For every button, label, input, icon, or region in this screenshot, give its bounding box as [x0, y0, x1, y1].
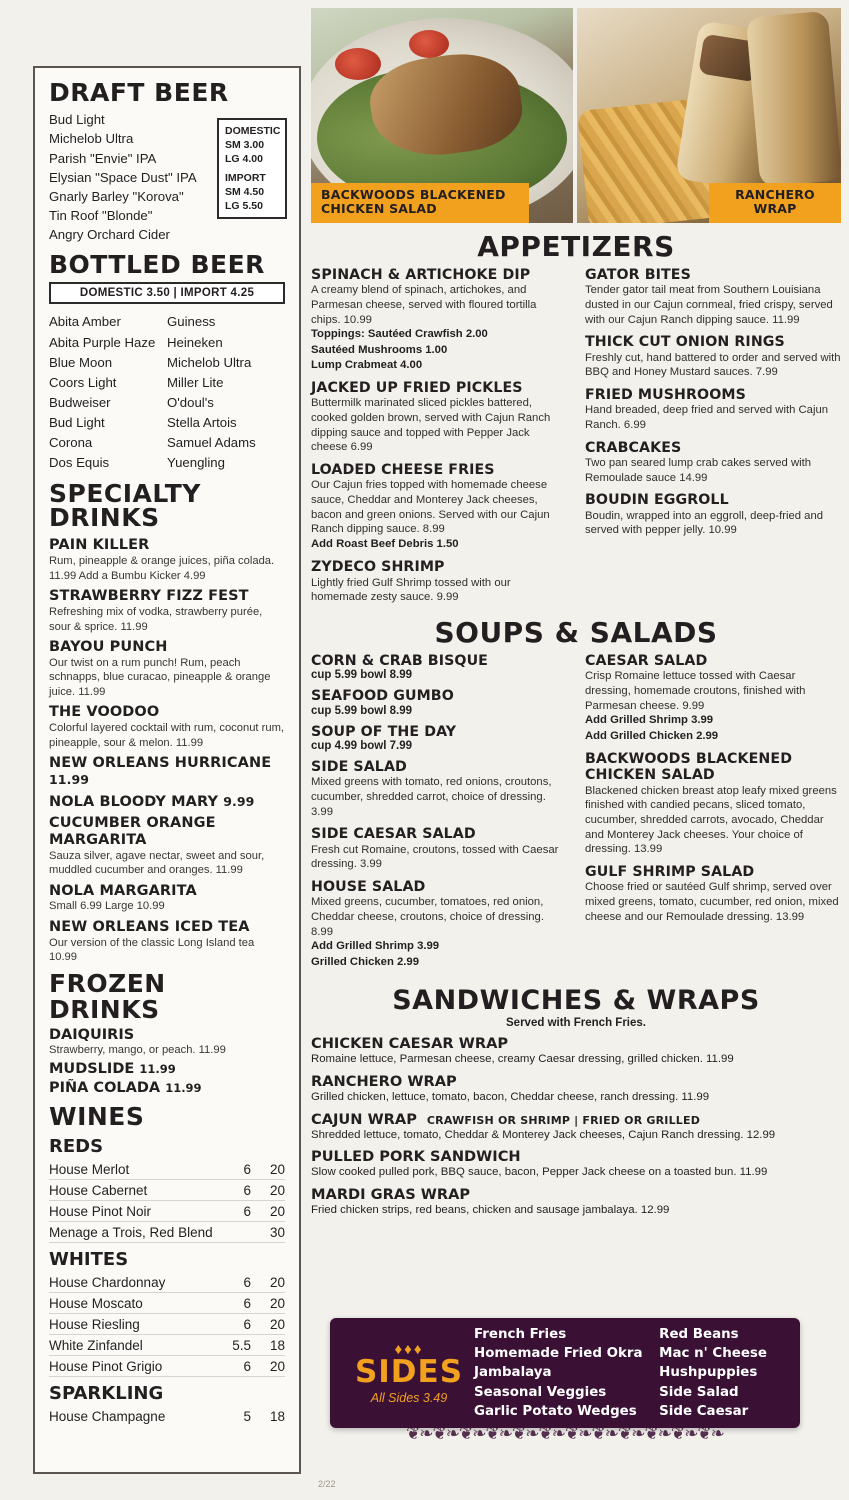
domestic-label: DOMESTIC: [225, 125, 281, 137]
table-row: [49, 1222, 285, 1243]
list-item: Bud Light: [49, 112, 105, 128]
list-item: [49, 794, 285, 811]
list-item: [49, 815, 285, 877]
list-item: Bud Light: [49, 414, 105, 430]
list-item: [311, 826, 567, 872]
draft-beer-price-box: [217, 118, 287, 219]
item-description: Strawberry, mango, or peach. 11.99: [49, 1044, 226, 1057]
list-item: Dos Equis: [49, 454, 110, 470]
item-description: Sauza silver, agave nectar, sweet and sour, muddled cucumber and oranges. 11.99: [49, 849, 265, 877]
item-description: Buttermilk marinated sliced pickles battered, cooked golden brown, served with Cajun Ranch dipping sauce and topped with Pepper Jack cheese 6.99: [311, 397, 551, 454]
wine-bottle-price: 18: [269, 1409, 285, 1425]
list-item: Tin Roof "Blonde": [49, 207, 153, 223]
list-item: Budweiser: [49, 394, 111, 410]
item-description: Fried chicken strips, red beans, chicken and sausage jambalaya. 12.99: [311, 1204, 670, 1217]
import-small-price: SM 4.50: [225, 185, 265, 198]
list-item: [49, 1080, 285, 1096]
table-row: [49, 1293, 285, 1314]
soups-salads-title: SOUPS & SALADS: [434, 616, 718, 650]
item-name: SOUP OF THE DAY: [311, 723, 457, 740]
item-name: PIÑA COLADA 11.99: [49, 1079, 202, 1096]
list-item: [49, 919, 285, 965]
list-item: Seasonal Veggies: [474, 1384, 607, 1400]
list-item: [49, 639, 285, 699]
wine-bottle-price: 20: [269, 1359, 285, 1375]
wines-sparkling-label: SPARKLING: [49, 1383, 164, 1405]
list-item: Gnarly Barley "Korova": [49, 188, 184, 204]
wine-glass-price: 6: [243, 1317, 251, 1333]
item-name: DAIQUIRIS: [49, 1027, 135, 1044]
item-description: Refreshing mix of vodka, strawberry purée, sour & sprice. 11.99: [49, 605, 263, 633]
domestic-large-price: LG 4.00: [225, 153, 263, 166]
item-name: CAESAR SALAD: [585, 653, 708, 670]
list-item: Yuengling: [167, 454, 225, 470]
soups-salads-col-2: [585, 653, 841, 977]
sandwiches-list: [311, 1035, 841, 1218]
scroll-ornament: ❦❧❦❧❦❧❦❧❦❧❦❧❦❧❦❧❦❧❦❧❦❧❦❧: [406, 1424, 724, 1443]
item-name: SEAFOOD GUMBO: [311, 688, 454, 705]
import-large-price: LG 5.50: [225, 199, 263, 212]
sides-col-1: [474, 1325, 649, 1420]
item-name: SIDE SALAD: [311, 759, 407, 776]
table-row: [49, 1180, 285, 1201]
soups-salads-section: [311, 653, 841, 977]
list-item: [311, 724, 567, 752]
wines-reds-label: REDS: [49, 1136, 104, 1158]
wine-name: White Zinfandel: [49, 1338, 143, 1354]
item-name: CRABCAKES: [585, 439, 682, 456]
item-description: Freshly cut, hand battered to order and served with BBQ and Honey Mustard sauces. 7.99: [585, 351, 841, 379]
item-option: Lump Crabmeat 4.00: [311, 358, 423, 371]
list-item: Angry Orchard Cider: [49, 227, 170, 243]
sides-lists: [474, 1325, 786, 1420]
wine-glass-price: 5: [243, 1409, 251, 1425]
item-name: FRIED MUSHROOMS: [585, 387, 746, 404]
item-price: 11.99: [139, 1061, 176, 1076]
list-item: Michelob Ultra: [49, 131, 134, 147]
photo-backwoods-chicken-salad: [311, 8, 573, 223]
item-name: LOADED CHEESE FRIES: [311, 462, 495, 479]
item-description: Mixed greens, cucumber, tomatoes, red onion, Cheddar cheese, croutons, choice of dressing. 8.99: [311, 896, 544, 938]
list-item: [49, 1061, 285, 1077]
fleur-de-lis-icon: ♦♦♦: [394, 1340, 424, 1358]
list-item: Hushpuppies: [659, 1365, 758, 1381]
item-name: NEW ORLEANS ICED TEA: [49, 918, 250, 935]
list-item: Heineken: [167, 334, 223, 350]
list-item: [585, 387, 841, 433]
item-description: Crisp Romaine lettuce tossed with Caesar dressing, homemade croutons, finished with Parmesan cheese. 9.99: [585, 670, 806, 712]
list-item: [585, 440, 841, 486]
item-description: Romaine lettuce, Parmesan cheese, creamy Caesar dressing, grilled chicken. 11.99: [311, 1052, 734, 1065]
item-option: Add Grilled Shrimp 3.99: [311, 940, 440, 953]
item-description: Fresh cut Romaine, croutons, tossed with Caesar dressing. 3.99: [311, 843, 559, 871]
list-item: [49, 704, 285, 750]
list-item: Corona: [49, 434, 93, 450]
table-row: [49, 1159, 285, 1180]
wine-bottle-price: 20: [269, 1183, 285, 1199]
drinks-column: [33, 66, 301, 1474]
item-name: GATOR BITES: [585, 267, 691, 283]
list-item: Abita Amber: [49, 314, 121, 330]
list-item: [585, 334, 841, 380]
bottled-beer-col-1: [49, 312, 167, 473]
frozen-drinks-list: [49, 1027, 285, 1096]
list-item: Parish "Envie" IPA: [49, 150, 157, 166]
item-name: RANCHERO WRAP: [311, 1072, 457, 1090]
list-item: [311, 380, 567, 455]
wine-name: House Merlot: [49, 1162, 130, 1178]
table-row: [49, 1314, 285, 1335]
list-item: [49, 755, 285, 788]
list-item: Side Caesar: [659, 1403, 749, 1419]
food-column: [311, 226, 841, 1224]
wine-name: House Pinot Grigio: [49, 1359, 163, 1375]
list-item: Elysian "Space Dust" IPA: [49, 169, 197, 185]
list-item: Samuel Adams: [167, 434, 256, 450]
item-description: Lightly fried Gulf Shrimp tossed with our homemade zesty sauce. 9.99: [311, 576, 511, 604]
wine-glass-price: 6: [243, 1275, 251, 1291]
list-item: [311, 879, 567, 970]
item-description: Rum, pineapple & orange juices, piña colada. 11.99 Add a Bumbu Kicker 4.99: [49, 555, 275, 582]
list-item: Blue Moon: [49, 354, 113, 370]
item-name: NOLA MARGARITA: [49, 882, 197, 899]
specialty-drinks-title-line1: SPECIALTY: [49, 478, 201, 508]
bottled-beer-title: BOTTLED BEER: [49, 250, 265, 280]
item-description: Blackened chicken breast atop leafy mixed greens finished with candied pecans, sliced tomato, cucumber, shredded carrots, avocado, Cheddar and Monterey Jack cheeses. Your choice of dressing. 13.99: [585, 784, 837, 856]
list-item: [585, 492, 841, 538]
list-item: [311, 759, 567, 819]
item-name: BACKWOODS BLACKENED CHICKEN SALAD: [585, 750, 793, 784]
item-option: Toppings: Sautéed Crawfish 2.00: [311, 328, 488, 341]
list-item: O'doul's: [167, 394, 214, 410]
appetizers-title: APPETIZERS: [477, 230, 675, 263]
list-item: Miller Lite: [167, 374, 224, 390]
appetizers-col-2: [585, 267, 841, 612]
frozen-drinks-title: FROZEN DRINKS: [49, 968, 166, 1024]
item-option: Sautéed Mushrooms 1.00: [311, 343, 448, 356]
item-name: SPINACH & ARTICHOKE DIP: [311, 267, 531, 283]
sides-panel: [330, 1318, 800, 1428]
wines-reds-list: [49, 1159, 285, 1243]
soups-salads-col-1: [311, 653, 567, 977]
table-row: [49, 1406, 285, 1426]
item-description: Our version of the classic Long Island tea 10.99: [49, 936, 255, 964]
wine-bottle-price: 20: [269, 1275, 285, 1291]
item-description: Shredded lettuce, tomato, Cheddar & Monterey Jack cheeses, Cajun Ranch dressing. 12.99: [311, 1128, 776, 1141]
photo-label-left: BACKWOODS BLACKENED CHICKEN SALAD: [311, 183, 529, 224]
item-name: MUDSLIDE 11.99: [49, 1060, 176, 1077]
item-description: Grilled chicken, lettuce, tomato, bacon, Cheddar cheese, ranch dressing. 11.99: [311, 1090, 710, 1103]
item-name: THICK CUT ONION RINGS: [585, 334, 785, 351]
item-name: NOLA BLOODY MARY 9.99: [49, 793, 255, 810]
item-name: CORN & CRAB BISQUE: [311, 653, 488, 670]
wines-sparkling-list: [49, 1406, 285, 1426]
wine-name: House Pinot Noir: [49, 1204, 152, 1220]
item-price: 11.99: [165, 1080, 202, 1095]
item-name: SIDE CAESAR SALAD: [311, 826, 476, 843]
list-item: [311, 559, 567, 605]
item-price: cup 5.99 bowl 8.99: [311, 704, 412, 717]
list-item: [311, 1111, 841, 1143]
item-description: Our twist on a rum punch! Rum, peach schnapps, blue curacao, pineapple & orange juice. 11.99: [49, 656, 271, 698]
sandwiches-title: SANDWICHES & WRAPS: [392, 984, 760, 1016]
item-name: CUCUMBER ORANGE MARGARITA: [49, 815, 216, 848]
item-name: PULLED PORK SANDWICH: [311, 1148, 521, 1166]
item-description: Hand breaded, deep fried and served with Cajun Ranch. 6.99: [585, 404, 829, 432]
wine-name: House Cabernet: [49, 1183, 148, 1199]
list-item: [311, 1035, 841, 1067]
wine-glass-price: 6: [243, 1162, 251, 1178]
wine-bottle-price: 30: [269, 1225, 285, 1241]
sides-heading: [344, 1342, 474, 1405]
sides-price-note: All Sides 3.49: [370, 1390, 448, 1405]
sandwiches-served-note: Served with French Fries.: [506, 1016, 646, 1029]
item-option: Add Roast Beef Debris 1.50: [311, 538, 459, 551]
item-name: THE VOODOO: [49, 704, 160, 721]
item-description: Mixed greens with tomato, red onions, croutons, cucumber, shredded carrot, choice of dressing. 3.99: [311, 776, 552, 818]
list-item: [49, 537, 285, 583]
item-name: CHICKEN CAESAR WRAP: [311, 1034, 509, 1052]
wine-glass-price: 6: [243, 1296, 251, 1312]
table-row: [49, 1272, 285, 1293]
list-item: [49, 1027, 285, 1058]
list-item: [585, 267, 841, 327]
item-name: ZYDECO SHRIMP: [311, 559, 445, 576]
item-name: NEW ORLEANS HURRICANE 11.99: [49, 755, 272, 787]
wine-glass-price: 6: [243, 1183, 251, 1199]
item-price: 11.99: [49, 771, 90, 787]
table-row: [49, 1335, 285, 1356]
item-name: BAYOU PUNCH: [49, 639, 168, 656]
item-name: BOUDIN EGGROLL: [585, 492, 729, 509]
photo-strip: [311, 8, 841, 223]
wine-glass-price: 5.5: [232, 1338, 251, 1354]
list-item: Michelob Ultra: [167, 354, 252, 370]
item-name: MARDI GRAS WRAP: [311, 1186, 471, 1204]
specialty-drinks-title-line2: DRINKS: [49, 503, 160, 533]
item-description: Slow cooked pulled pork, BBQ sauce, bacon, Pepper Jack cheese on a toasted bun. 11.99: [311, 1166, 768, 1179]
table-row: [49, 1201, 285, 1222]
item-description: A creamy blend of spinach, artichokes, and Parmesan cheese, served with floured tortilla chips. 10.99: [311, 284, 537, 326]
item-name: STRAWBERRY FIZZ FEST: [49, 588, 249, 605]
list-item: French Fries: [474, 1327, 567, 1343]
list-item: Jambalaya: [474, 1365, 552, 1381]
item-description: Our Cajun fries topped with homemade cheese sauce, Cheddar and Monterey Jack cheeses, bacon and green onions. Served with our Cajun Ranch dipping sauce. 8.99: [311, 479, 550, 536]
wine-name: Menage a Trois, Red Blend: [49, 1225, 213, 1241]
wine-bottle-price: 20: [269, 1204, 285, 1220]
sides-title: SIDES: [354, 1353, 464, 1390]
list-item: Homemade Fried Okra: [474, 1346, 643, 1362]
list-item: Abita Purple Haze: [49, 334, 156, 350]
item-name: CAJUN WRAP CRAWFISH OR SHRIMP | FRIED OR GRILLED: [311, 1110, 701, 1128]
appetizers-col-1: [311, 267, 567, 612]
sides-col-2: [659, 1325, 786, 1420]
photo-ranchero-wrap: [577, 8, 841, 223]
wine-name: House Moscato: [49, 1296, 143, 1312]
bottled-beer-col-2: [167, 312, 285, 473]
wines-whites-list: [49, 1272, 285, 1377]
wines-title: WINES: [49, 1101, 145, 1131]
wine-name: House Champagne: [49, 1409, 166, 1425]
list-item: Coors Light: [49, 374, 117, 390]
list-item: [585, 751, 841, 857]
item-name: HOUSE SALAD: [311, 879, 426, 896]
wine-glass-price: 6: [243, 1359, 251, 1375]
item-description: Two pan seared lump crab cakes served with Remoulade sauce 14.99: [585, 457, 812, 484]
wine-name: House Chardonnay: [49, 1275, 166, 1291]
list-item: [311, 688, 567, 716]
wine-name: House Riesling: [49, 1317, 140, 1333]
item-name: GULF SHRIMP SALAD: [585, 863, 755, 880]
page-number: 2/22: [318, 1479, 336, 1489]
list-item: [311, 1148, 841, 1180]
list-item: [49, 883, 285, 914]
item-description: Choose fried or sautéed Gulf shrimp, served over mixed greens, tomato, cucumber, red onion, mixed cheese and our Remoulade dressing. 13.99: [585, 881, 839, 923]
list-item: [311, 653, 567, 681]
item-option: Add Grilled Chicken 2.99: [585, 729, 719, 742]
wine-bottle-price: 18: [269, 1338, 285, 1354]
photo-label-right: RANCHERO WRAP: [709, 183, 841, 224]
specialty-drinks-list: [49, 537, 285, 964]
item-name: PAIN KILLER: [49, 537, 150, 554]
list-item: [585, 864, 841, 924]
appetizers-section: [311, 267, 841, 612]
list-item: Mac n' Cheese: [659, 1346, 767, 1362]
list-item: Red Beans: [659, 1327, 739, 1343]
item-description: Boudin, wrapped into an eggroll, deep-fried and served with pepper jelly. 10.99: [585, 509, 824, 537]
item-option: CRAWFISH OR SHRIMP | FRIED OR GRILLED: [426, 1113, 701, 1127]
item-option: Add Grilled Shrimp 3.99: [585, 714, 714, 727]
item-name: JACKED UP FRIED PICKLES: [311, 380, 523, 397]
list-item: [311, 1073, 841, 1105]
wine-glass-price: 6: [243, 1204, 251, 1220]
wines-whites-label: WHITES: [49, 1249, 129, 1271]
draft-beer-title: DRAFT BEER: [49, 78, 229, 107]
list-item: [49, 588, 285, 634]
list-item: Stella Artois: [167, 414, 237, 430]
list-item: Garlic Potato Wedges: [474, 1403, 637, 1419]
list-item: Side Salad: [659, 1384, 739, 1400]
wine-bottle-price: 20: [269, 1317, 285, 1333]
list-item: Guiness: [167, 314, 216, 330]
list-item: [311, 462, 567, 552]
item-description: Colorful layered cocktail with rum, coconut rum, pineapple, sour & melon. 11.99: [49, 722, 285, 749]
item-price: cup 5.99 bowl 8.99: [311, 669, 412, 682]
item-description: Tender gator tail meat from Southern Louisiana dusted in our Cajun cornmeal, fried crispy, served with our Cajun Ranch dipping sauce. 11.99: [585, 284, 833, 326]
table-row: [49, 1356, 285, 1377]
list-item: [585, 653, 841, 744]
item-option: Grilled Chicken 2.99: [311, 955, 419, 968]
item-price: cup 4.99 bowl 7.99: [311, 740, 412, 753]
item-description: Small 6.99 Large 10.99: [49, 900, 165, 913]
domestic-small-price: SM 3.00: [225, 139, 265, 152]
list-item: [311, 267, 567, 373]
bottled-beer-list: [49, 312, 285, 473]
item-price: 9.99: [223, 793, 255, 809]
list-item: [311, 1186, 841, 1218]
wine-bottle-price: 20: [269, 1296, 285, 1312]
wine-bottle-price: 20: [269, 1162, 285, 1178]
import-label: IMPORT: [225, 171, 266, 184]
bottled-beer-price-bar: DOMESTIC 3.50 | IMPORT 4.25: [49, 282, 285, 304]
